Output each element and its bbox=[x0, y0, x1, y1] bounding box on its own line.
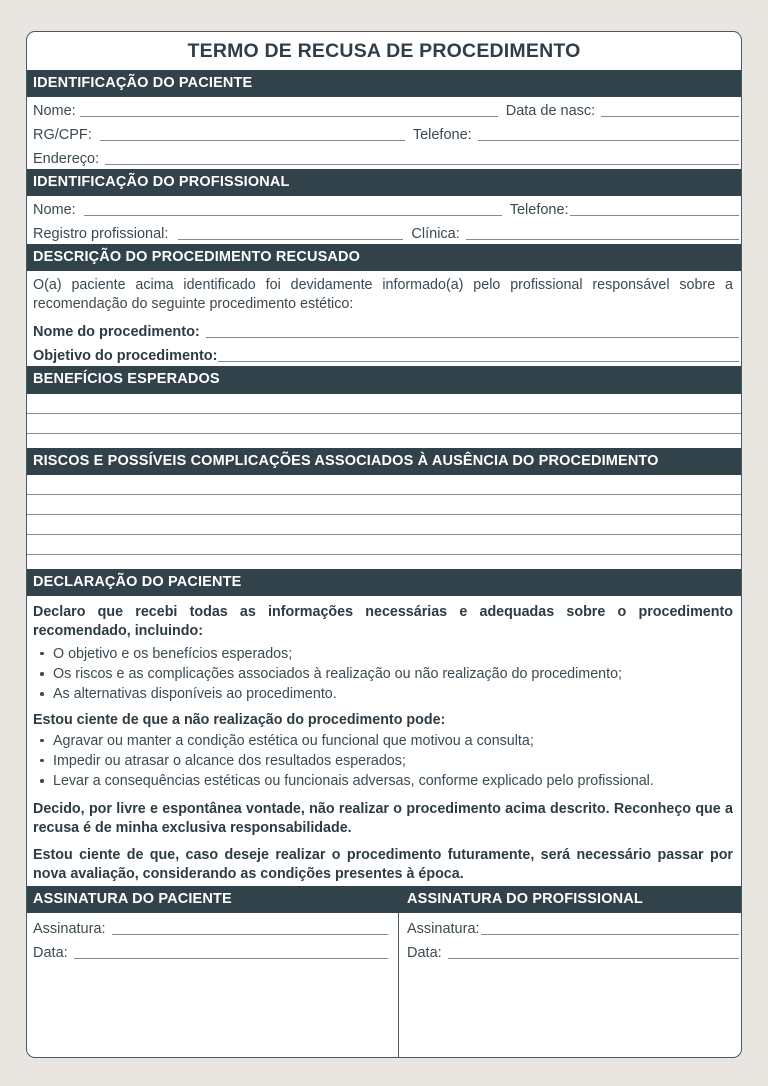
professional-identification-fields bbox=[27, 196, 741, 244]
declaration-intro-1: Declaro que recebi todas as informações necessárias e adequadas sobre o procedimento recomendado, incluindo: bbox=[33, 603, 733, 639]
list-item: As alternativas disponíveis ao procedimento. bbox=[53, 684, 741, 704]
procedure-intro-text: O(a) paciente acima identificado foi devidamente informado(a) pelo profissional responsável sobre a recomendação do seguinte procedimento estético: bbox=[33, 277, 733, 313]
section-header-procedure-description: DESCRIÇÃO DO PROCEDIMENTO RECUSADO bbox=[27, 244, 741, 271]
input-procedure-name[interactable] bbox=[206, 324, 739, 338]
expected-benefits-lines bbox=[27, 394, 741, 448]
section-header-expected-benefits: BENEFÍCIOS ESPERADOS bbox=[27, 366, 741, 393]
blank-writing-line[interactable] bbox=[27, 434, 741, 448]
blank-writing-line[interactable] bbox=[27, 475, 741, 495]
input-patient-rg-cpf[interactable] bbox=[100, 127, 405, 141]
blank-writing-line[interactable] bbox=[27, 495, 741, 515]
section-header-risks: RISCOS E POSSÍVEIS COMPLICAÇÕES ASSOCIADOS À AUSÊNCIA DO PROCEDIMENTO bbox=[27, 448, 741, 475]
blank-writing-line[interactable] bbox=[27, 515, 741, 535]
field-row-patient-address bbox=[27, 145, 741, 169]
risks-lines bbox=[27, 475, 741, 569]
label-professional-signature: Assinatura: bbox=[407, 920, 480, 937]
label-patient-phone: Telefone: bbox=[412, 127, 472, 144]
label-patient-birthdate: Data de nasc: bbox=[505, 103, 596, 120]
input-patient-phone[interactable] bbox=[478, 127, 739, 141]
declaration-intro-2: Estou ciente de que a não realização do procedimento pode: bbox=[33, 711, 446, 728]
list-item: Agravar ou manter a condição estética ou funcional que motivou a consulta; bbox=[53, 731, 741, 751]
list-item: Impedir ou atrasar o alcance dos resultados esperados; bbox=[53, 751, 741, 771]
label-professional-date: Data: bbox=[407, 944, 442, 961]
field-row-patient-name bbox=[27, 97, 741, 121]
field-row-professional-date bbox=[401, 939, 741, 963]
blank-writing-line[interactable] bbox=[27, 414, 741, 434]
label-professional-registry: Registro profissional: bbox=[33, 226, 169, 243]
input-patient-address[interactable] bbox=[105, 151, 739, 165]
signature-section-headers bbox=[27, 886, 741, 913]
input-professional-signature[interactable] bbox=[481, 921, 739, 935]
label-patient-rg-cpf: RG/CPF: bbox=[33, 127, 92, 144]
list-item: Os riscos e as complicações associados à realização ou não realização do procedimento; bbox=[53, 664, 741, 684]
blank-writing-line[interactable] bbox=[27, 394, 741, 414]
field-row-procedure-name bbox=[27, 318, 741, 342]
declaration-bullet-list-2 bbox=[27, 731, 741, 792]
label-professional-name: Nome: bbox=[33, 202, 76, 219]
label-patient-date: Data: bbox=[33, 944, 68, 961]
input-patient-signature[interactable] bbox=[112, 921, 388, 935]
label-patient-address: Endereço: bbox=[33, 151, 100, 168]
section-header-patient-identification: IDENTIFICAÇÃO DO PACIENTE bbox=[27, 70, 741, 97]
section-header-patient-declaration: DECLARAÇÃO DO PACIENTE bbox=[27, 569, 741, 596]
signature-section-body bbox=[27, 913, 741, 1058]
declaration-paragraph-3: Decido, por livre e espontânea vontade, não realizar o procedimento acima descrito. Reconheço que a recusa é de minha exclusiva responsabilidade. bbox=[33, 800, 733, 836]
input-professional-name[interactable] bbox=[84, 202, 502, 216]
field-row-professional-name bbox=[27, 196, 741, 220]
blank-writing-line[interactable] bbox=[27, 555, 741, 569]
declaration-bullet-list-1 bbox=[27, 644, 741, 705]
label-patient-signature: Assinatura: bbox=[33, 920, 106, 937]
label-professional-phone: Telefone: bbox=[509, 202, 569, 219]
input-patient-birthdate[interactable] bbox=[601, 103, 739, 117]
input-patient-name[interactable] bbox=[80, 103, 498, 117]
field-row-patient-rg-cpf bbox=[27, 121, 741, 145]
label-procedure-name: Nome do procedimento: bbox=[33, 324, 200, 341]
section-header-professional-signature: ASSINATURA DO PROFISSIONAL bbox=[399, 886, 741, 913]
patient-signature-column bbox=[27, 913, 399, 1058]
professional-signature-column bbox=[399, 913, 741, 1058]
patient-identification-fields bbox=[27, 97, 741, 169]
list-item: Levar a consequências estéticas ou funcionais adversas, conforme explicado pelo profissional. bbox=[53, 771, 741, 791]
consent-form-document bbox=[26, 31, 742, 1058]
input-professional-phone[interactable] bbox=[570, 202, 739, 216]
label-procedure-objective: Objetivo do procedimento: bbox=[33, 348, 218, 365]
input-clinic[interactable] bbox=[466, 226, 739, 240]
declaration-paragraph-4: Estou ciente de que, caso deseje realizar o procedimento futuramente, será necessário passar por nova avaliação, considerando as condições presentes à época. bbox=[33, 846, 733, 882]
field-row-professional-signature bbox=[401, 915, 741, 939]
list-item: O objetivo e os benefícios esperados; bbox=[53, 644, 741, 664]
input-patient-date[interactable] bbox=[74, 945, 388, 959]
patient-declaration-body bbox=[27, 596, 741, 886]
field-row-procedure-objective bbox=[27, 342, 741, 366]
procedure-fields bbox=[27, 318, 741, 366]
input-procedure-objective[interactable] bbox=[218, 348, 739, 362]
blank-writing-line[interactable] bbox=[27, 535, 741, 555]
field-row-professional-registry bbox=[27, 220, 741, 244]
page-title: TERMO DE RECUSA DE PROCEDIMENTO bbox=[187, 40, 581, 62]
section-header-professional-identification: IDENTIFICAÇÃO DO PROFISSIONAL bbox=[27, 169, 741, 196]
label-clinic: Clínica: bbox=[411, 226, 460, 243]
field-row-patient-date bbox=[27, 939, 398, 963]
input-professional-registry[interactable] bbox=[178, 226, 403, 240]
label-patient-name: Nome: bbox=[33, 103, 76, 120]
input-professional-date[interactable] bbox=[448, 945, 739, 959]
section-header-patient-signature: ASSINATURA DO PACIENTE bbox=[27, 886, 399, 913]
field-row-patient-signature bbox=[27, 915, 398, 939]
